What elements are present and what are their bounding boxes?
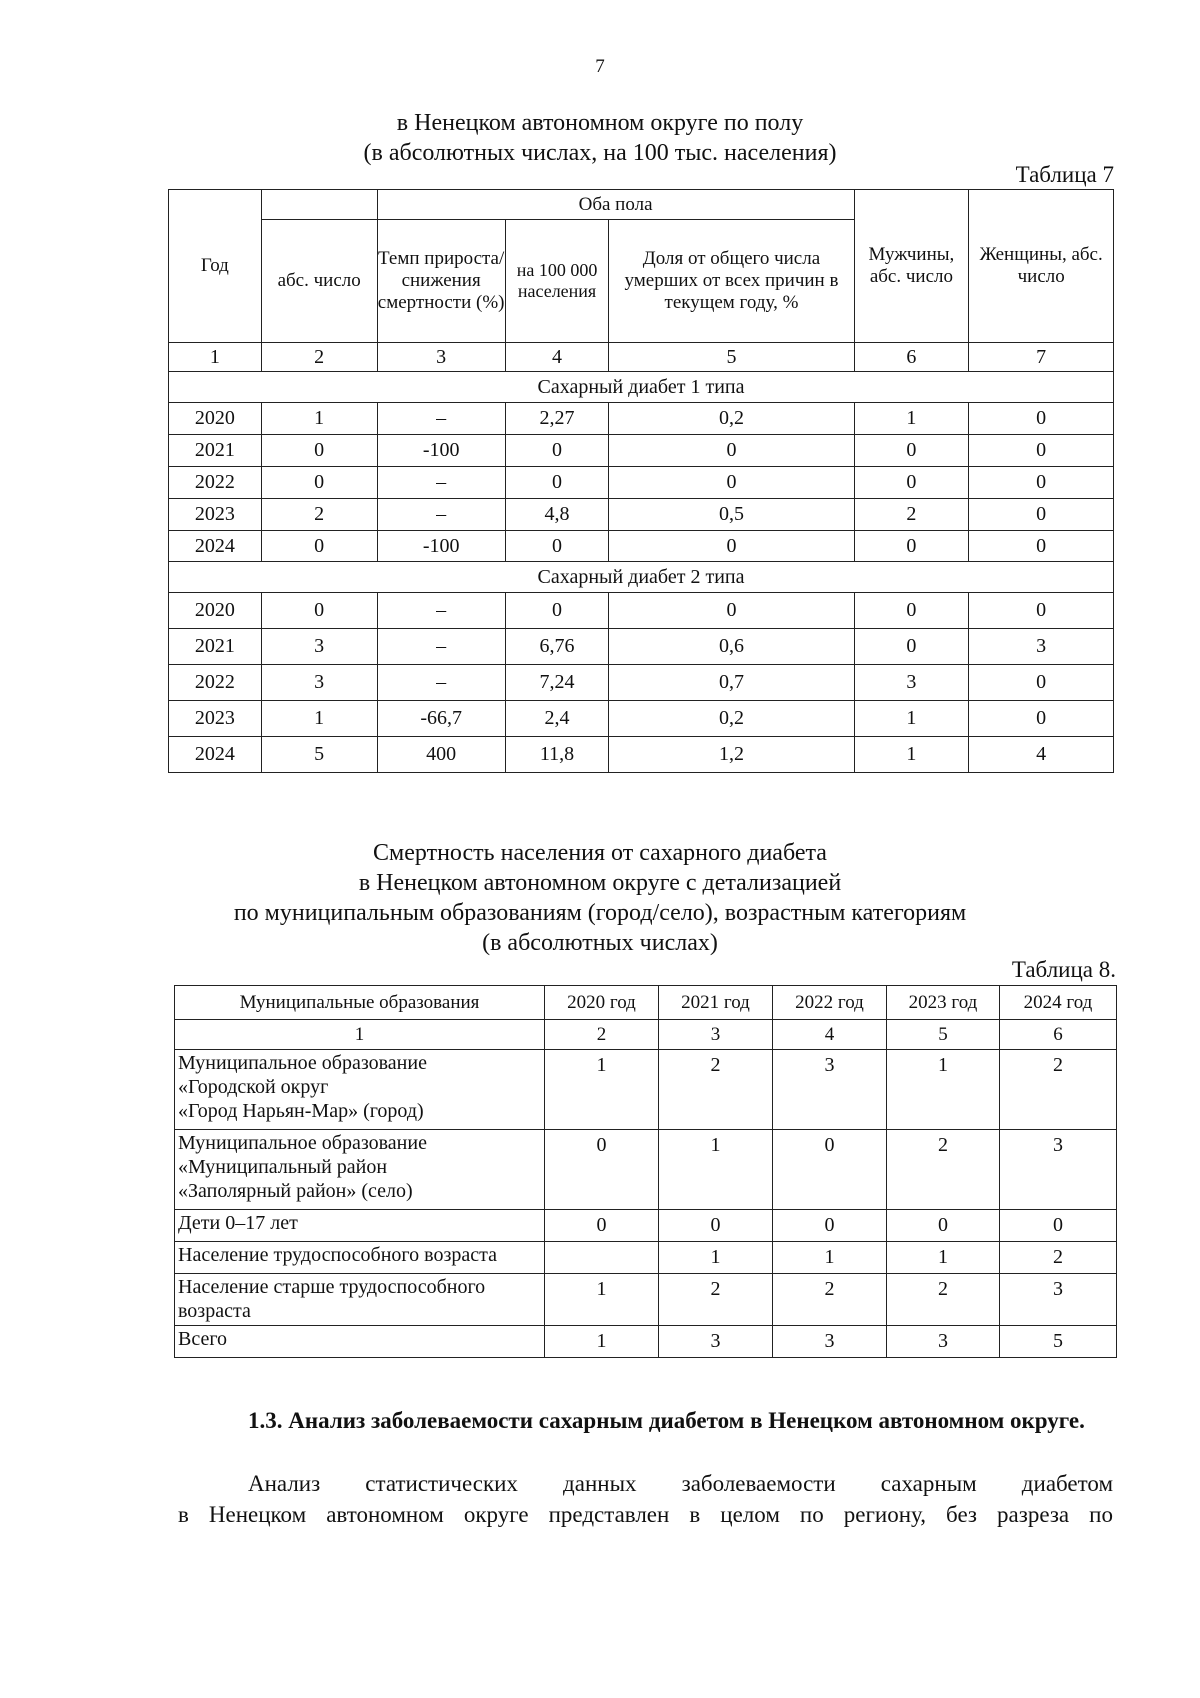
municipality-name-line: Население трудоспособного возраста: [178, 1244, 497, 1266]
column-number: 3: [659, 1020, 773, 1050]
table-cell: 2022: [169, 665, 262, 701]
table-cell: 1: [854, 403, 969, 435]
table-cell: 3: [1000, 1274, 1117, 1326]
table-cell: 0: [854, 629, 969, 665]
table-cell: 1: [261, 701, 377, 737]
table-cell: 0,2: [609, 403, 854, 435]
table-cell: 2021: [169, 435, 262, 467]
table-cell: 1: [545, 1326, 659, 1358]
municipality-name: [175, 1274, 545, 1326]
municipality-name-line: Население старше трудоспособного: [178, 1276, 486, 1298]
table-cell: 2: [659, 1274, 773, 1326]
table-cell: 0: [261, 531, 377, 562]
table-cell: –: [377, 467, 505, 499]
header-year-2023: 2023 год: [887, 986, 1000, 1020]
table-row: [175, 1210, 1117, 1242]
table-cell: 2023: [169, 701, 262, 737]
table-cell: 400: [377, 737, 505, 773]
table-cell: 0: [609, 531, 854, 562]
table-cell: 0: [969, 499, 1114, 531]
table-cell: 0: [773, 1130, 887, 1210]
table-cell: 0: [969, 701, 1114, 737]
table-cell: 0: [854, 435, 969, 467]
table-cell: 0: [505, 593, 609, 629]
table-cell: 2,4: [505, 701, 609, 737]
column-number: 3: [377, 343, 505, 372]
table-row: [169, 665, 1114, 701]
table-cell: 0,5: [609, 499, 854, 531]
table-row: [175, 1130, 1117, 1210]
table-cell: 0: [545, 1130, 659, 1210]
header-share: Доля от общего числа умерших от всех причин в текущем году, %: [609, 220, 854, 343]
section-row-type2: Сахарный диабет 2 типа: [169, 562, 1114, 593]
table-cell: –: [377, 499, 505, 531]
table-cell: 2: [261, 499, 377, 531]
table8-caption-line: по муниципальным образованиям (город/село), возрастным категориям: [233, 900, 967, 926]
table-cell: 0: [969, 435, 1114, 467]
table-cell: 3: [261, 665, 377, 701]
municipality-name-line: «Городской округ: [178, 1076, 329, 1098]
column-number: 7: [969, 343, 1114, 372]
table-cell: 3: [969, 629, 1114, 665]
header-women: Женщины, абс. число: [969, 190, 1114, 343]
table-cell: 0: [505, 435, 609, 467]
municipality-name: [175, 1050, 545, 1130]
municipality-name-line: «Заполярный район» (село): [178, 1180, 413, 1202]
table-cell: 3: [261, 629, 377, 665]
table-row: [175, 1274, 1117, 1326]
table-row: [169, 737, 1114, 773]
header-both-sexes: Оба пола: [377, 190, 854, 220]
table-cell: 2023: [169, 499, 262, 531]
column-number: 2: [261, 343, 377, 372]
table-cell: 1,2: [609, 737, 854, 773]
header-year-2024: 2024 год: [1000, 986, 1117, 1020]
municipality-name-line: Дети 0–17 лет: [178, 1212, 298, 1234]
table-cell: 0: [505, 467, 609, 499]
table-cell: 0: [505, 531, 609, 562]
table-cell: 2021: [169, 629, 262, 665]
table-cell: 0: [854, 593, 969, 629]
column-number: 2: [545, 1020, 659, 1050]
table-cell: 0,7: [609, 665, 854, 701]
table-cell: 3: [854, 665, 969, 701]
table-cell: 2022: [169, 467, 262, 499]
table-cell: 3: [773, 1050, 887, 1130]
table-cell: 5: [1000, 1326, 1117, 1358]
table-cell: –: [377, 629, 505, 665]
header-year: Год: [169, 190, 262, 343]
header-men: Мужчины, абс. число: [854, 190, 969, 343]
table-row: [169, 435, 1114, 467]
table-cell: 3: [773, 1326, 887, 1358]
table-cell: 0: [545, 1210, 659, 1242]
table-cell: 0: [854, 467, 969, 499]
table7-caption-line: в Ненецком автономном округе по полу: [396, 110, 804, 136]
table-cell: 3: [887, 1326, 1000, 1358]
table-cell: 0: [1000, 1210, 1117, 1242]
column-number: 6: [1000, 1020, 1117, 1050]
paragraph-line: в Ненецком автономном округе представлен в целом по региону, без разреза по: [178, 1502, 1113, 1527]
table-cell: 2: [659, 1050, 773, 1130]
table-cell: 1: [545, 1274, 659, 1326]
table-cell: 11,8: [505, 737, 609, 773]
table-cell: 1: [854, 737, 969, 773]
column-number: 6: [854, 343, 969, 372]
column-number: 4: [505, 343, 609, 372]
table-cell: -66,7: [377, 701, 505, 737]
table-cell: 0: [261, 593, 377, 629]
table-cell: 1: [659, 1130, 773, 1210]
table8-caption-line: Смертность населения от сахарного диабета: [373, 840, 827, 866]
table8-caption-line: (в абсолютных числах): [482, 930, 718, 956]
table-cell: 2024: [169, 737, 262, 773]
table-cell: 2: [854, 499, 969, 531]
table-cell: -100: [377, 435, 505, 467]
table-cell: 2024: [169, 531, 262, 562]
table-row: [175, 1050, 1117, 1130]
table-cell: 0,2: [609, 701, 854, 737]
header-per100k: на 100 000 населения: [505, 220, 609, 343]
table-cell: 2020: [169, 403, 262, 435]
column-number-row: [169, 343, 1114, 372]
column-number: 1: [169, 343, 262, 372]
table-cell: [545, 1242, 659, 1274]
header-rate-change: Темп прироста/ снижения смертности (%): [377, 220, 505, 343]
table-cell: 0: [854, 531, 969, 562]
table-cell: 3: [1000, 1130, 1117, 1210]
column-number: 5: [887, 1020, 1000, 1050]
table-cell: 0: [969, 403, 1114, 435]
table-cell: 2: [1000, 1242, 1117, 1274]
table8-caption: [0, 838, 1200, 958]
table-row: [175, 1242, 1117, 1274]
table-cell: 2,27: [505, 403, 609, 435]
municipality-name: [175, 1130, 545, 1210]
table-cell: 0: [969, 593, 1114, 629]
table-cell: 5: [261, 737, 377, 773]
table-cell: 0: [969, 665, 1114, 701]
table-cell: 0: [887, 1210, 1000, 1242]
municipality-name-line: «Город Нарьян-Мар» (город): [178, 1100, 424, 1122]
table8-label: Таблица 8.: [1011, 957, 1116, 982]
table-cell: 2: [773, 1274, 887, 1326]
table-cell: 0: [261, 435, 377, 467]
table-row: [169, 593, 1114, 629]
table-cell: 2: [887, 1130, 1000, 1210]
table7-caption: [0, 108, 1200, 168]
municipality-name-line: Всего: [178, 1328, 228, 1350]
column-number: 1: [175, 1020, 545, 1050]
table8: [174, 985, 1117, 1358]
table-row: [169, 629, 1114, 665]
table-cell: 1: [854, 701, 969, 737]
table-cell: 4,8: [505, 499, 609, 531]
column-number: 5: [609, 343, 854, 372]
table-cell: 6,76: [505, 629, 609, 665]
table-cell: 2: [887, 1274, 1000, 1326]
table-cell: 0: [659, 1210, 773, 1242]
paragraph-line: Анализ статистических данных заболеваемости сахарным диабетом: [248, 1471, 1113, 1496]
table-cell: 0: [609, 435, 854, 467]
table-cell: 4: [969, 737, 1114, 773]
header-year-2022: 2022 год: [773, 986, 887, 1020]
table-cell: –: [377, 665, 505, 701]
table-cell: 0: [773, 1210, 887, 1242]
header-year-2020: 2020 год: [545, 986, 659, 1020]
table-cell: 1: [887, 1242, 1000, 1274]
table-cell: 3: [659, 1326, 773, 1358]
section-title: 1.3. Анализ заболеваемости сахарным диабетом в Ненецком автономном округе.: [248, 1408, 1085, 1433]
table-cell: 1: [545, 1050, 659, 1130]
table-cell: 1: [773, 1242, 887, 1274]
header-empty: [261, 190, 377, 220]
column-number-row: [175, 1020, 1117, 1050]
municipality-name: [175, 1210, 545, 1242]
header-year-2021: 2021 год: [659, 986, 773, 1020]
table-cell: 0: [969, 531, 1114, 562]
table-cell: 1: [887, 1050, 1000, 1130]
table-row: [169, 701, 1114, 737]
table-cell: 2020: [169, 593, 262, 629]
table-row: [169, 499, 1114, 531]
municipality-name-line: Муниципальное образование: [178, 1132, 427, 1154]
table7-label: Таблица 7: [1015, 162, 1114, 187]
table-cell: 1: [261, 403, 377, 435]
header-abs: абс. число: [261, 220, 377, 343]
table7: [168, 189, 1114, 773]
municipality-name-line: Муниципальное образование: [178, 1052, 427, 1074]
table-cell: 2: [1000, 1050, 1117, 1130]
municipality-name-line: «Муниципальный район: [178, 1156, 388, 1178]
table-row: [169, 531, 1114, 562]
municipality-name: [175, 1326, 545, 1358]
column-number: 4: [773, 1020, 887, 1050]
table-cell: 0: [609, 467, 854, 499]
table-cell: 0,6: [609, 629, 854, 665]
municipality-name-line: возраста: [178, 1300, 251, 1322]
table-row: [175, 1326, 1117, 1358]
table-cell: 0: [969, 467, 1114, 499]
table-cell: 0: [261, 467, 377, 499]
municipality-name: [175, 1242, 545, 1274]
table7-caption-line: (в абсолютных числах, на 100 тыс. населения): [363, 140, 837, 166]
table-cell: –: [377, 593, 505, 629]
table-row: [169, 467, 1114, 499]
table-cell: –: [377, 403, 505, 435]
table8-caption-line: в Ненецком автономном округе с детализацией: [358, 870, 842, 896]
table-cell: -100: [377, 531, 505, 562]
section-row-type1: Сахарный диабет 1 типа: [169, 372, 1114, 403]
table-row: [169, 403, 1114, 435]
table-cell: 1: [659, 1242, 773, 1274]
page-number: 7: [595, 56, 605, 77]
header-municipality: Муниципальные образования: [175, 986, 545, 1020]
table-cell: 0: [609, 593, 854, 629]
table-cell: 7,24: [505, 665, 609, 701]
